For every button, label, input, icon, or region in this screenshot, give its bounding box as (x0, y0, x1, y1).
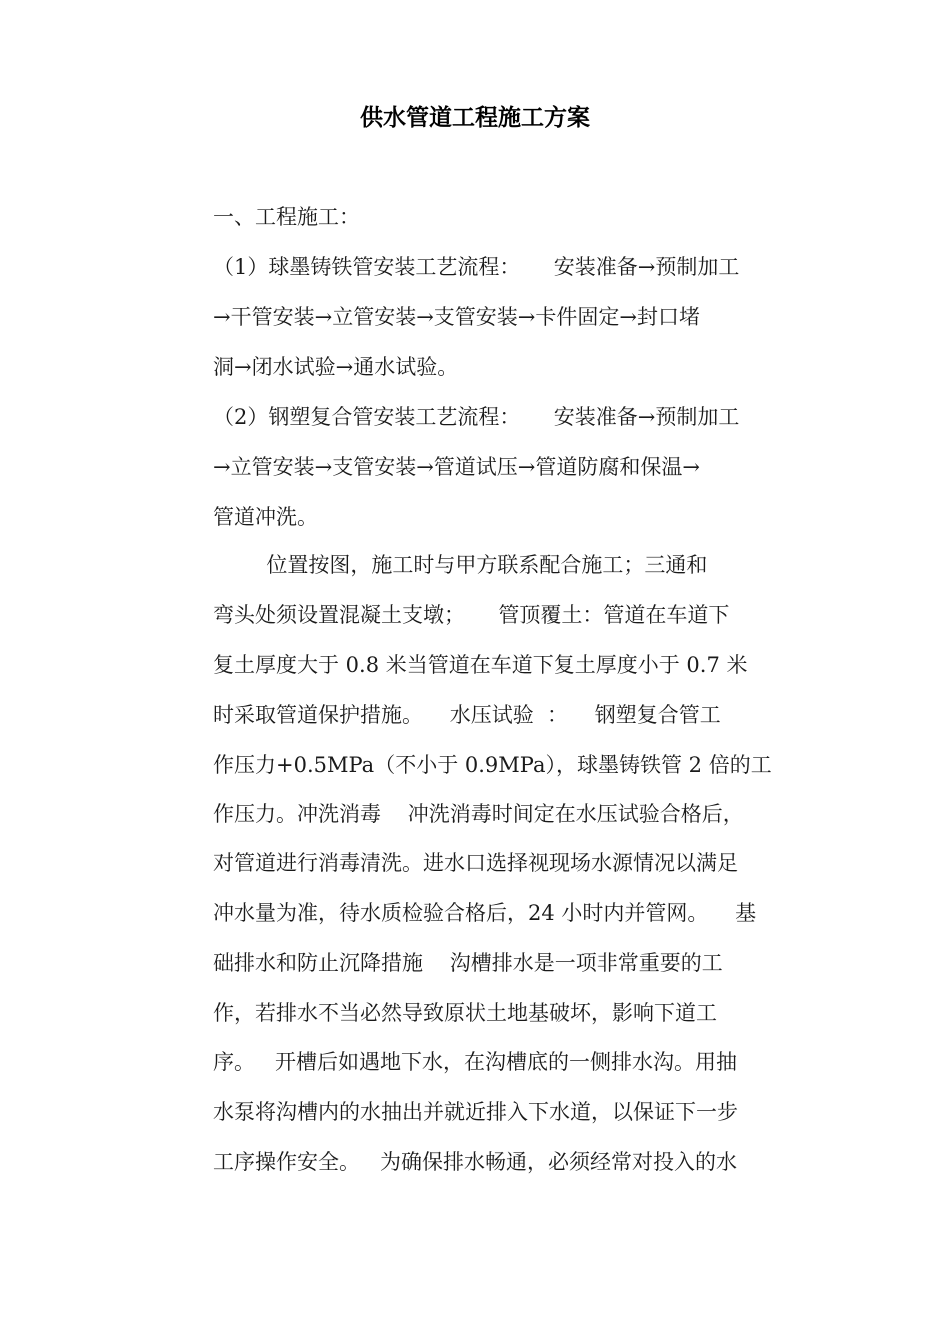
paragraph-line: （2）钢塑复合管安装工艺流程： 安装准备→预制加工 (213, 405, 740, 429)
paragraph-line: 作，若排水不当必然导致原状土地基破坏，影响下道工 (213, 1001, 717, 1025)
section-heading: 一、工程施工： (213, 205, 360, 229)
paragraph-line: →立管安装→支管安装→管道试压→管道防腐和保温→ (213, 455, 700, 479)
paragraph-line: 洞→闭水试验→通水试验。 (213, 355, 459, 379)
paragraph-line: 时采取管道保护措施。 水压试验 ： 钢塑复合管工 (213, 703, 721, 727)
paragraph-line: 位置按图，施工时与甲方联系配合施工；三通和 (213, 553, 708, 577)
paragraph-line: 复土厚度大于 0.8 米当管道在车道下复土厚度小于 0.7 米 (213, 653, 748, 677)
paragraph-line: 工序操作安全。 为确保排水畅通，必须经常对投入的水 (213, 1150, 738, 1174)
paragraph-line: 冲水量为准，待水质检验合格后，24 小时内并管网。 基 (213, 901, 757, 925)
paragraph-line: 序。 开槽后如遇地下水，在沟槽底的一侧排水沟。用抽 (213, 1050, 738, 1074)
paragraph-line: 弯头处须设置混凝土支墩； 管顶覆土：管道在车道下 (213, 603, 730, 627)
paragraph-line: 对管道进行消毒清洗。进水口选择视现场水源情况以满足 (213, 851, 738, 875)
paragraph-line: 础排水和防止沉降措施 沟槽排水是一项非常重要的工 (213, 951, 723, 975)
paragraph-line: 作压力+0.5MPa（不小于 0.9MPa），球墨铸铁管 2 倍的工 (213, 753, 772, 777)
paragraph-line: 管道冲洗。 (213, 505, 318, 529)
paragraph-line: （1）球墨铸铁管安装工艺流程： 安装准备→预制加工 (213, 255, 740, 279)
document-title: 供水管道工程施工方案 (360, 105, 590, 131)
paragraph-line: 作压力。冲洗消毒 冲洗消毒时间定在水压试验合格后， (213, 802, 744, 826)
paragraph-line: →干管安装→立管安装→支管安装→卡件固定→封口堵 (213, 305, 700, 329)
paragraph-line: 水泵将沟槽内的水抽出并就近排入下水道，以保证下一步 (213, 1100, 738, 1124)
